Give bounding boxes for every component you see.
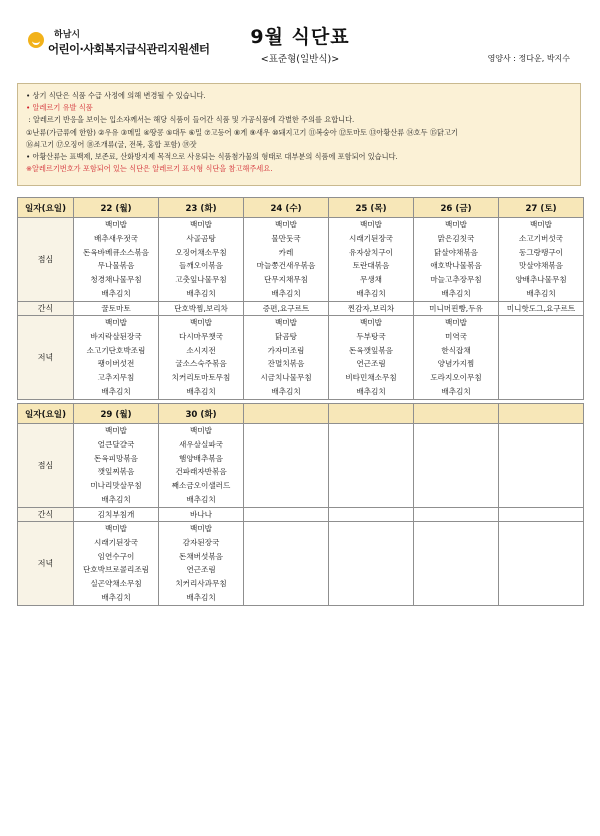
menu-item: 청경채나물무침	[90, 275, 142, 285]
menu-item: 무나물볶음	[97, 261, 135, 271]
notice-line: • 아황산류는 표백제, 보존료, 산화방지제 목적으로 사용되는 식품첨가물의 형태로 대부분의 식품에 포함되어 있습니다.	[26, 152, 398, 162]
menu-item: 닭곰탕	[274, 331, 297, 341]
snack-cell: 꿀토마토	[74, 302, 159, 316]
snack-cell: 단호박찜,보리차	[159, 302, 244, 316]
snack-cell	[329, 508, 414, 522]
menu-item: 깻잎찌볶음	[97, 467, 135, 477]
menu-item: 고춧잎나물무침	[175, 275, 227, 285]
day-header: 22 (월)	[74, 198, 159, 218]
snack-label: 간식	[18, 302, 74, 316]
menu-item: 한식잡채	[441, 345, 471, 355]
lunch-cell	[414, 424, 499, 508]
lunch-label: 점심	[18, 424, 74, 508]
menu-item: 백미밥	[359, 220, 382, 229]
week1-block	[18, 198, 584, 400]
menu-item: 백미밥	[189, 426, 212, 435]
menu-item: 연근조림	[186, 565, 216, 575]
menu-item: 백미밥	[529, 220, 552, 229]
menu-item: 돈육깻잎볶음	[348, 345, 393, 355]
menu-item: 사골곰탕	[186, 233, 216, 243]
dinner-label: 저녁	[18, 316, 74, 400]
allergen-list-cont: ⑯쇠고기 ⑰오징어 ⑱조개류(굴, 전복, 홍합 포함) ⑲잣	[26, 139, 197, 149]
allergen-list: ①난류(가금류에 한함) ②우유 ③메밀 ④땅콩 ⑤대두 ⑥밀 ⑦고등어 ⑧게 ⑨새우 ⑩돼지고기 ⑪복숭아 ⑫토마토 ⑬아황산류 ⑭호두 ⑮닭고기	[26, 127, 458, 137]
lunch-cell	[74, 218, 159, 302]
menu-item: 소고기단호박조림	[86, 345, 146, 355]
day-header: 25 (목)	[329, 198, 414, 218]
menu-item: 감자된장국	[182, 537, 220, 547]
menu-item: 백미밥	[189, 220, 212, 229]
menu-item: 단무지채무침	[263, 275, 308, 285]
menu-item: 배추김치	[186, 592, 216, 602]
menu-item: 돈육바베큐소스볶음	[82, 247, 150, 257]
lunch-cell	[159, 218, 244, 302]
menu-item: 두부탕국	[356, 331, 386, 341]
menu-item: 햄양배추볶음	[178, 453, 223, 463]
notice-line: : 알레르기 반응을 보이는 입소자께서는 해당 식품이 들어간 식품 및 가공식품에 각별한 주의를 요합니다.	[28, 115, 355, 125]
dinner-cell	[244, 316, 329, 400]
menu-item: 마늘쫑건새우볶음	[256, 261, 316, 271]
day-header: 30 (화)	[159, 404, 244, 424]
lunch-cell	[329, 424, 414, 508]
menu-item: 째소금오이샐러드	[171, 481, 231, 491]
menu-item: 백미밥	[359, 318, 382, 327]
menu-item: 배추김치	[526, 288, 556, 298]
menu-item: 고추지무침	[97, 373, 135, 383]
menu-item: 굴소스숙주볶음	[175, 359, 227, 369]
menu-item: 오징어채소무침	[175, 247, 227, 257]
snack-label: 간식	[18, 508, 74, 522]
lunch-cell	[159, 424, 244, 508]
menu-item: 비타민채소무침	[345, 373, 397, 383]
menu-item: 배추김치	[101, 592, 131, 602]
menu-item: 동그랑땡구이	[518, 247, 563, 257]
menu-item: 배추김치	[101, 386, 131, 396]
menu-item: 새우살실파국	[178, 439, 223, 449]
snack-cell: 미니핫도그,요구르트	[499, 302, 584, 316]
menu-item: 애호박나물볶음	[430, 261, 482, 271]
menu-item: 물만둣국	[271, 233, 301, 243]
notice-warning: ※알레르기번호가 포함되어 있는 식단은 알레르기 표시형 식단을 참고해주세요.	[26, 164, 273, 174]
day-header	[414, 404, 499, 424]
menu-item: 백미밥	[444, 318, 467, 327]
snack-cell: 바나나	[159, 508, 244, 522]
menu-item: 배추김치	[356, 386, 386, 396]
menu-item: 양배추나물무침	[515, 275, 567, 285]
page-subtitle: <표준형(일반식)>	[260, 54, 340, 65]
menu-item: 백미밥	[189, 524, 212, 533]
menu-item: 가자미조림	[267, 345, 305, 355]
menu-item: 치커리토마토무침	[171, 373, 231, 383]
dinner-cell	[329, 316, 414, 400]
snack-cell: 김치부침개	[74, 508, 159, 522]
menu-item: 돈육피망볶음	[93, 453, 138, 463]
lunch-cell	[329, 218, 414, 302]
logo-center-name: 어린이·사회복지급식관리지원센터	[48, 42, 210, 56]
menu-item: 시래기된장국	[348, 233, 393, 243]
menu-item: 배추김치	[356, 288, 386, 298]
menu-item: 배추새우젓국	[93, 233, 138, 243]
notice-box	[17, 83, 581, 186]
menu-item: 배추김치	[186, 494, 216, 504]
menu-item: 백미밥	[274, 220, 297, 229]
logo-city-text: 하남시	[54, 30, 81, 40]
menu-table	[17, 197, 584, 606]
lunch-label: 점심	[18, 218, 74, 302]
snack-cell: 미니머핀빵,두유	[414, 302, 499, 316]
menu-item: 백미밥	[104, 524, 127, 533]
dinner-cell	[499, 522, 584, 606]
lunch-cell	[244, 424, 329, 508]
menu-item: 임연수구이	[97, 551, 135, 561]
snack-cell: 찐감자,보리차	[329, 302, 414, 316]
page-title: 9월 식단표	[250, 26, 350, 48]
menu-item: 맛살야채볶음	[518, 261, 563, 271]
menu-item: 들깨오이볶음	[178, 261, 223, 271]
menu-item: 맑은김칫국	[437, 233, 475, 243]
menu-item: 배추김치	[271, 386, 301, 396]
notice-line: • 상기 식단은 식품 수급 사정에 의해 변경될 수 있습니다.	[26, 91, 206, 100]
day-header: 27 (토)	[499, 198, 584, 218]
week2-block	[18, 404, 584, 606]
dinner-cell	[414, 522, 499, 606]
dinner-cell	[74, 522, 159, 606]
menu-item: 배추김치	[186, 288, 216, 298]
day-header: 26 (금)	[414, 198, 499, 218]
dinner-cell	[159, 316, 244, 400]
menu-item: 백미밥	[104, 426, 127, 435]
menu-item: 실곤약채소무침	[90, 579, 142, 589]
date-header-label: 일자(요일)	[18, 198, 74, 218]
dinner-label: 저녁	[18, 522, 74, 606]
snack-cell: 증편,요구르트	[244, 302, 329, 316]
day-header: 29 (월)	[74, 404, 159, 424]
menu-item: 건파래자반볶음	[175, 467, 227, 477]
lunch-cell	[74, 424, 159, 508]
dinner-cell	[499, 316, 584, 400]
menu-item: 카레	[278, 247, 294, 257]
menu-item: 돈채버섯볶음	[178, 551, 223, 561]
lunch-cell	[414, 218, 499, 302]
menu-item: 유자삼치구이	[348, 247, 393, 257]
menu-item: 무생채	[359, 275, 382, 285]
menu-item: 미나리맛살무침	[90, 481, 142, 491]
menu-item: 배추김치	[271, 288, 301, 298]
dinner-cell	[74, 316, 159, 400]
day-header: 23 (화)	[159, 198, 244, 218]
menu-item: 마늘고추장무침	[430, 275, 482, 285]
menu-item: 시래기된장국	[93, 537, 138, 547]
notice-line: • 알레르기 유발 식품	[26, 103, 93, 113]
menu-item: 잔멸치볶음	[267, 359, 305, 369]
menu-item: 배추김치	[101, 494, 131, 504]
menu-item: 양념가지찜	[437, 359, 475, 369]
menu-item: 소시지전	[186, 345, 216, 355]
menu-item: 소고기버섯국	[518, 233, 563, 243]
dinner-cell	[329, 522, 414, 606]
snack-cell	[499, 508, 584, 522]
menu-item: 백미밥	[104, 220, 127, 229]
menu-item: 백미밥	[189, 318, 212, 327]
menu-item: 연근조림	[356, 359, 386, 369]
menu-item: 치커리사과무침	[175, 579, 227, 589]
menu-item: 다시마무챗국	[178, 331, 223, 341]
date-header-label: 일자(요일)	[18, 404, 74, 424]
menu-item: 미역국	[444, 331, 467, 341]
day-header: 24 (수)	[244, 198, 329, 218]
menu-item: 백미밥	[104, 318, 127, 327]
dinner-cell	[159, 522, 244, 606]
menu-item: 단호박브로콜리조림	[82, 565, 150, 575]
dinner-cell	[414, 316, 499, 400]
menu-item: 얼큰달걀국	[97, 439, 135, 449]
lunch-cell	[499, 424, 584, 508]
menu-item: 백미밥	[444, 220, 467, 229]
day-header	[329, 404, 414, 424]
menu-item: 배추김치	[186, 386, 216, 396]
menu-item: 배추김치	[101, 288, 131, 298]
menu-item: 배추김치	[441, 288, 471, 298]
lunch-cell	[244, 218, 329, 302]
menu-item: 팽이버섯전	[97, 359, 135, 369]
menu-item: 바지락살된장국	[90, 331, 142, 341]
snack-cell	[414, 508, 499, 522]
nutritionist-info: 영양사 : 정다운, 박지수	[487, 54, 570, 63]
menu-item: 시금치나물무침	[260, 373, 312, 383]
menu-item: 닭살야채볶음	[433, 247, 478, 257]
dinner-cell	[244, 522, 329, 606]
menu-item: 토란대볶음	[352, 261, 390, 271]
day-header	[244, 404, 329, 424]
menu-item: 백미밥	[274, 318, 297, 327]
snack-cell	[244, 508, 329, 522]
menu-item: 배추김치	[441, 386, 471, 396]
menu-item: 도라지오이무침	[430, 373, 482, 383]
lunch-cell	[499, 218, 584, 302]
day-header	[499, 404, 584, 424]
